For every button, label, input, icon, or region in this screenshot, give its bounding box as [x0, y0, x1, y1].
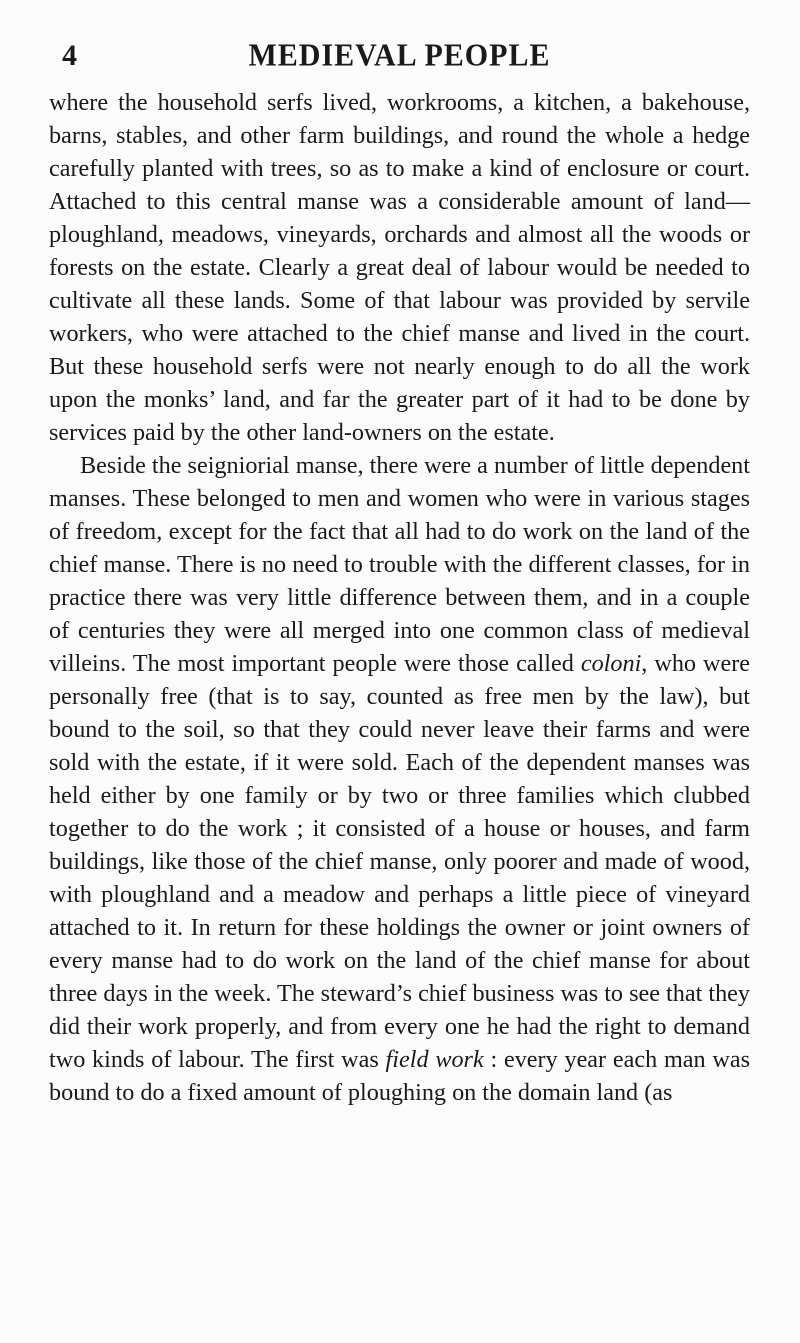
text-run: : every year each man was bound to do a fixed amount of ploughing on the domain land (as [49, 1046, 750, 1106]
text-run: Beside the seigniorial manse, there were a number of little dependent manses. These belonged to men and women who were in various stages of freedom, except for the fact that all had to do work on the land of the chief manse. There is no need to trouble with the different classes, for in practice there was very little difference between them, and in a couple of centuries they were all merged into one common class of medieval villeins. The most important people were those called [49, 452, 750, 677]
running-title: MEDIEVAL PEOPLE [248, 37, 551, 73]
paragraph [49, 86, 750, 449]
italic-term-coloni: coloni [580, 650, 642, 677]
text-run: , who were personally free (that is to say, counted as free men by the law), but bound to the soil, so that they could never leave their farms and were sold with the estate, if it were sold. Each of the dependent manses was held either by one family or by two or three families which clubbed together to do the work ; it consisted of a house or houses, and farm buildings, like those of the chief manse, only poorer and made of wood, with ploughland and a meadow and perhaps a little piece of vineyard attached to it. In return for these holdings the owner or joint owners of every manse had to do work on the land of the chief manse for about three days in the week. The steward’s chief business was to see that they did their work properly, and from every one he had the right to demand two kinds of labour. The first was [49, 650, 751, 1073]
text-run: where the household serfs lived, workrooms, a kitchen, a bakehouse, barns, stables, and other farm buildings, and round the whole a hedge carefully planted with trees, so as to make a kind of enclosure or court. Attached to this central manse was a considerable amount of land—ploughland, meadows, vineyards, orchards and almost all the woods or forests on the estate. Clearly a great deal of labour would be needed to cultivate all these lands. Some of that labour was provided by servile workers, who were attached to the chief manse and lived in the court. But these household serfs were not nearly enough to do all the work upon the monks’ land, and far the greater part of it had to be done by services paid by the other land-owners on the estate. [49, 89, 750, 446]
running-head [49, 36, 750, 82]
italic-term-field-work: field work [385, 1046, 484, 1073]
page-number: 4 [62, 39, 77, 72]
paragraph [49, 449, 750, 1109]
book-page [49, 36, 750, 1109]
body-text [49, 86, 750, 1109]
